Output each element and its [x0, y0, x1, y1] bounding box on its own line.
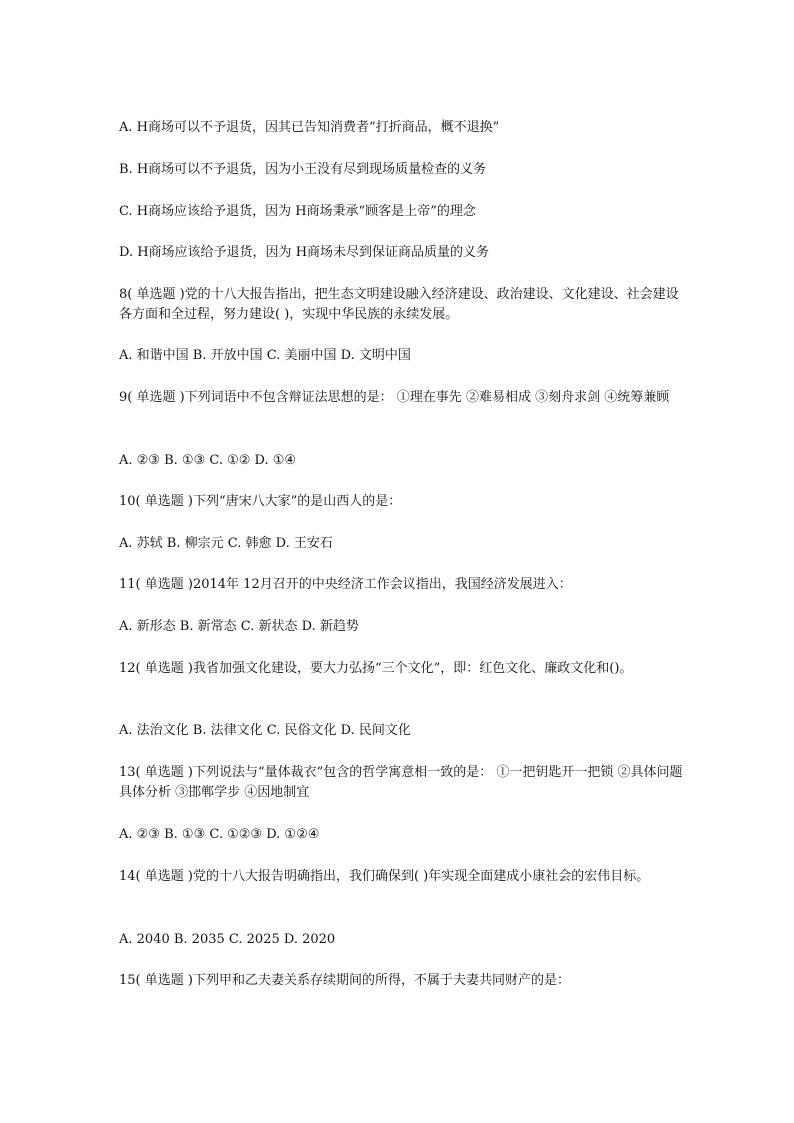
q7-option-c: C. H商场应该给予退货，因为 H商场秉承“顾客是上帝”的理念: [119, 204, 476, 219]
q11-stem: 11( 单选题 )2014年 12月召开的中央经济工作会议指出，我国经济发展进入：: [119, 577, 572, 592]
q8-stem: 8( 单选题 )党的十八大报告指出，把生态文明建设融入经济建设、政治建设、文化建设、社会建设各方面和全过程，努力建设( )，实现中华民族的永续发展。: [119, 287, 679, 322]
q10-options: A. 苏轼 B. 柳宗元 C. 韩愈 D. 王安石: [119, 536, 333, 551]
q14-options: A. 2040 B. 2035 C. 2025 D. 2020: [119, 932, 336, 947]
q9-options: A. ②③ B. ①③ C. ①② D. ①④: [119, 453, 297, 468]
q7-option-a: A. H商场可以不予退货，因其已告知消费者“打折商品，概不退换”: [119, 120, 500, 135]
q9-stem: 9( 单选题 )下列词语中不包含辩证法思想的是： ①理在事先 ②难易相成 ③刻舟求剑 ④统筹兼顾: [119, 390, 670, 405]
q13-stem: 13( 单选题 )下列说法与“量体裁衣”包含的哲学寓意相一致的是： ①一把钥匙开一把锁 ②具体问题具体分析 ③邯郸学步 ④因地制宜: [119, 765, 683, 800]
q10-stem: 10( 单选题 )下列“唐宋八大家”的是山西人的是：: [119, 494, 402, 509]
q7-option-b: B. H商场可以不予退货，因为小王没有尽到现场质量检查的义务: [119, 162, 487, 177]
q14-stem: 14( 单选题 )党的十八大报告明确指出，我们确保到( )年实现全面建成小康社会的宏伟目标。: [119, 869, 650, 884]
q8-options: A. 和谐中国 B. 开放中国 C. 美丽中国 D. 文明中国: [119, 348, 411, 363]
q11-options: A. 新形态 B. 新常态 C. 新状态 D. 新趋势: [119, 619, 359, 634]
q12-stem: 12( 单选题 )我省加强文化建设，要大力弘扬“三个文化”，即：红色文化、廉政文化和()。: [119, 661, 633, 676]
q12-options: A. 法治文化 B. 法律文化 C. 民俗文化 D. 民间文化: [119, 723, 411, 738]
q13-options: A. ②③ B. ①③ C. ①②③ D. ①②④: [119, 827, 320, 842]
q7-option-d: D. H商场应该给予退货，因为 H商场未尽到保证商品质量的义务: [119, 245, 490, 260]
q15-stem: 15( 单选题 )下列甲和乙夫妻关系存续期间的所得，不属于夫妻共同财产的是：: [119, 973, 570, 988]
